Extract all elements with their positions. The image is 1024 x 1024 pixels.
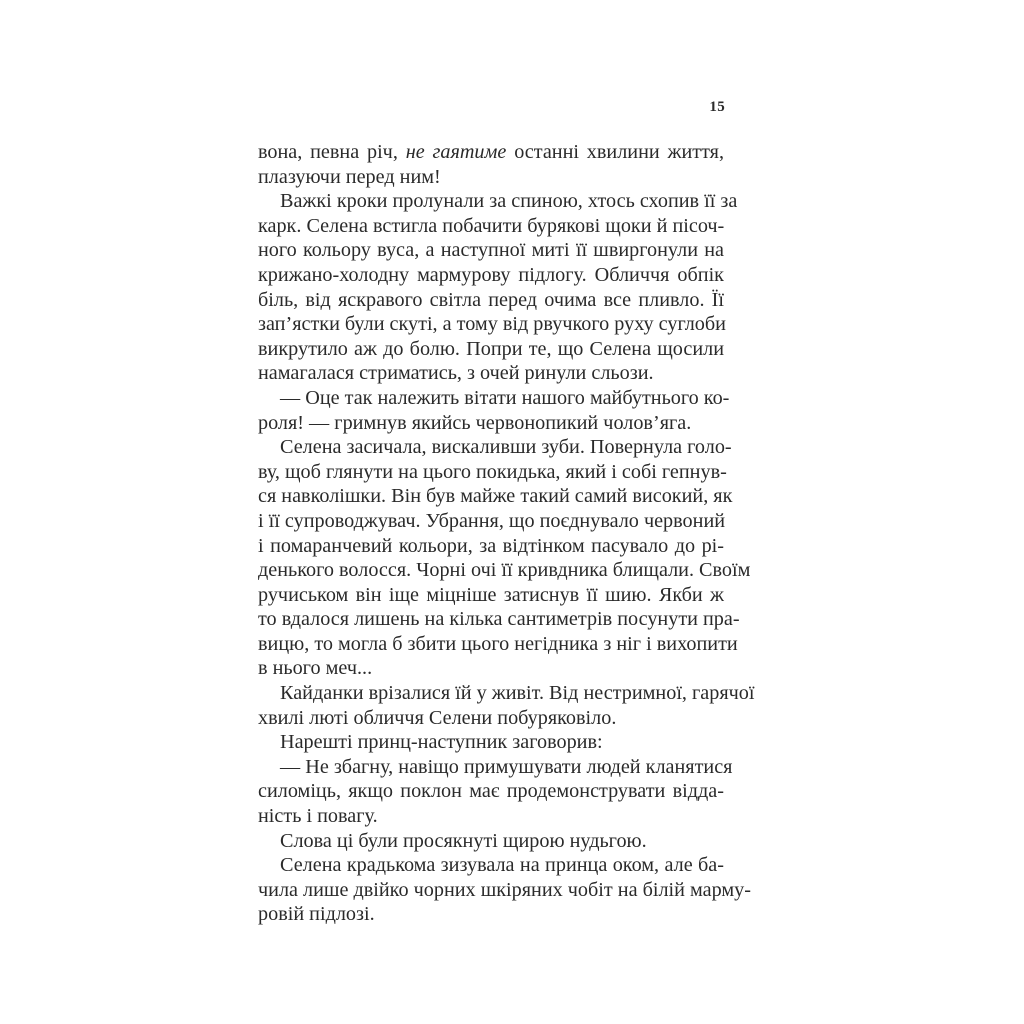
paragraph-start-line: Кайданки врізалися їй у живіт. Від нестримної, гарячої xyxy=(280,682,755,705)
paragraph-start-line: Важкі кроки пролунали за спиною, хтось схопив її за xyxy=(280,190,738,213)
text-line xyxy=(258,140,724,165)
dialogue-line: — Оце так належить вітати нашого майбутнього ко- xyxy=(280,386,730,409)
text-line: ручиськом він іще міцніше затиснув її шию. Якби ж xyxy=(258,583,724,606)
text-line: вицю, то могла б збити цього негідника з ніг і вихопити xyxy=(258,632,738,655)
body-text xyxy=(258,140,755,927)
text-line: і її супроводжувач. Убрання, що поєднувало червоний xyxy=(258,509,726,532)
text-line: ного кольору вуса, а наступної миті її швиргонули на xyxy=(258,239,724,262)
text-line: хвилі люті обличчя Селени побуряковіло. xyxy=(258,706,617,729)
text-line: викрутило аж до болю. Попри те, що Селена щосили xyxy=(258,337,724,360)
page-number: 15 xyxy=(709,99,725,115)
text-line: ність і повагу. xyxy=(258,805,378,828)
text-line: ву, щоб глянути на цього покидька, який і собі гепнув- xyxy=(258,460,727,483)
text-line: роля! — гримнув якийсь червонопикий чолов’яга. xyxy=(258,411,692,434)
paragraph-start-line: Слова ці були просякнуті щирою нудьгою. xyxy=(280,829,647,852)
text-line: ся навколішки. Він був майже такий самий високий, як xyxy=(258,485,733,508)
dialogue-line: — Не збагну, навіщо примушувати людей кланятися xyxy=(280,755,733,778)
text-segment: останні хвилини життя, xyxy=(506,141,724,163)
text-line: то вдалося лишень на кілька сантиметрів посунути пра- xyxy=(258,608,740,631)
paragraph-start-line: Селена крадькома зизувала на принца оком, але ба- xyxy=(280,854,724,877)
text-line: біль, від яскравого світла перед очима все пливло. Її xyxy=(258,288,724,311)
paragraph-start-line: Селена засичала, вискаливши зуби. Повернула голо- xyxy=(280,436,732,459)
text-line: ровій підлозі. xyxy=(258,903,375,926)
text-line: намагалася стриматись, з очей ринули сльози. xyxy=(258,362,654,385)
text-line: крижано-холодну мармурову підлогу. Обличчя обпік xyxy=(258,263,724,286)
italic-emphasis: не гаятиме xyxy=(405,141,507,163)
text-segment: вона, певна річ, xyxy=(258,141,406,163)
text-line: і помаранчевий кольори, за відтінком пасувало до рі- xyxy=(258,534,724,557)
text-line: зап’ястки були скуті, а тому від рвучкого руху суглоби xyxy=(258,313,726,336)
text-line: карк. Селена встигла побачити бурякові щоки й пісоч- xyxy=(258,214,725,237)
text-line: плазуючи перед ним! xyxy=(258,165,441,188)
text-line: силоміць, якщо поклон має продемонструвати відда- xyxy=(258,780,724,803)
paragraph-start-line: Нарешті принц-наступник заговорив: xyxy=(280,731,603,754)
text-line: чила лише двійко чорних шкіряних чобіт на білій марму- xyxy=(258,878,751,901)
text-line: в нього меч... xyxy=(258,657,373,680)
text-line: денького волосся. Чорні очі її кривдника блищали. Своїм xyxy=(258,559,751,582)
